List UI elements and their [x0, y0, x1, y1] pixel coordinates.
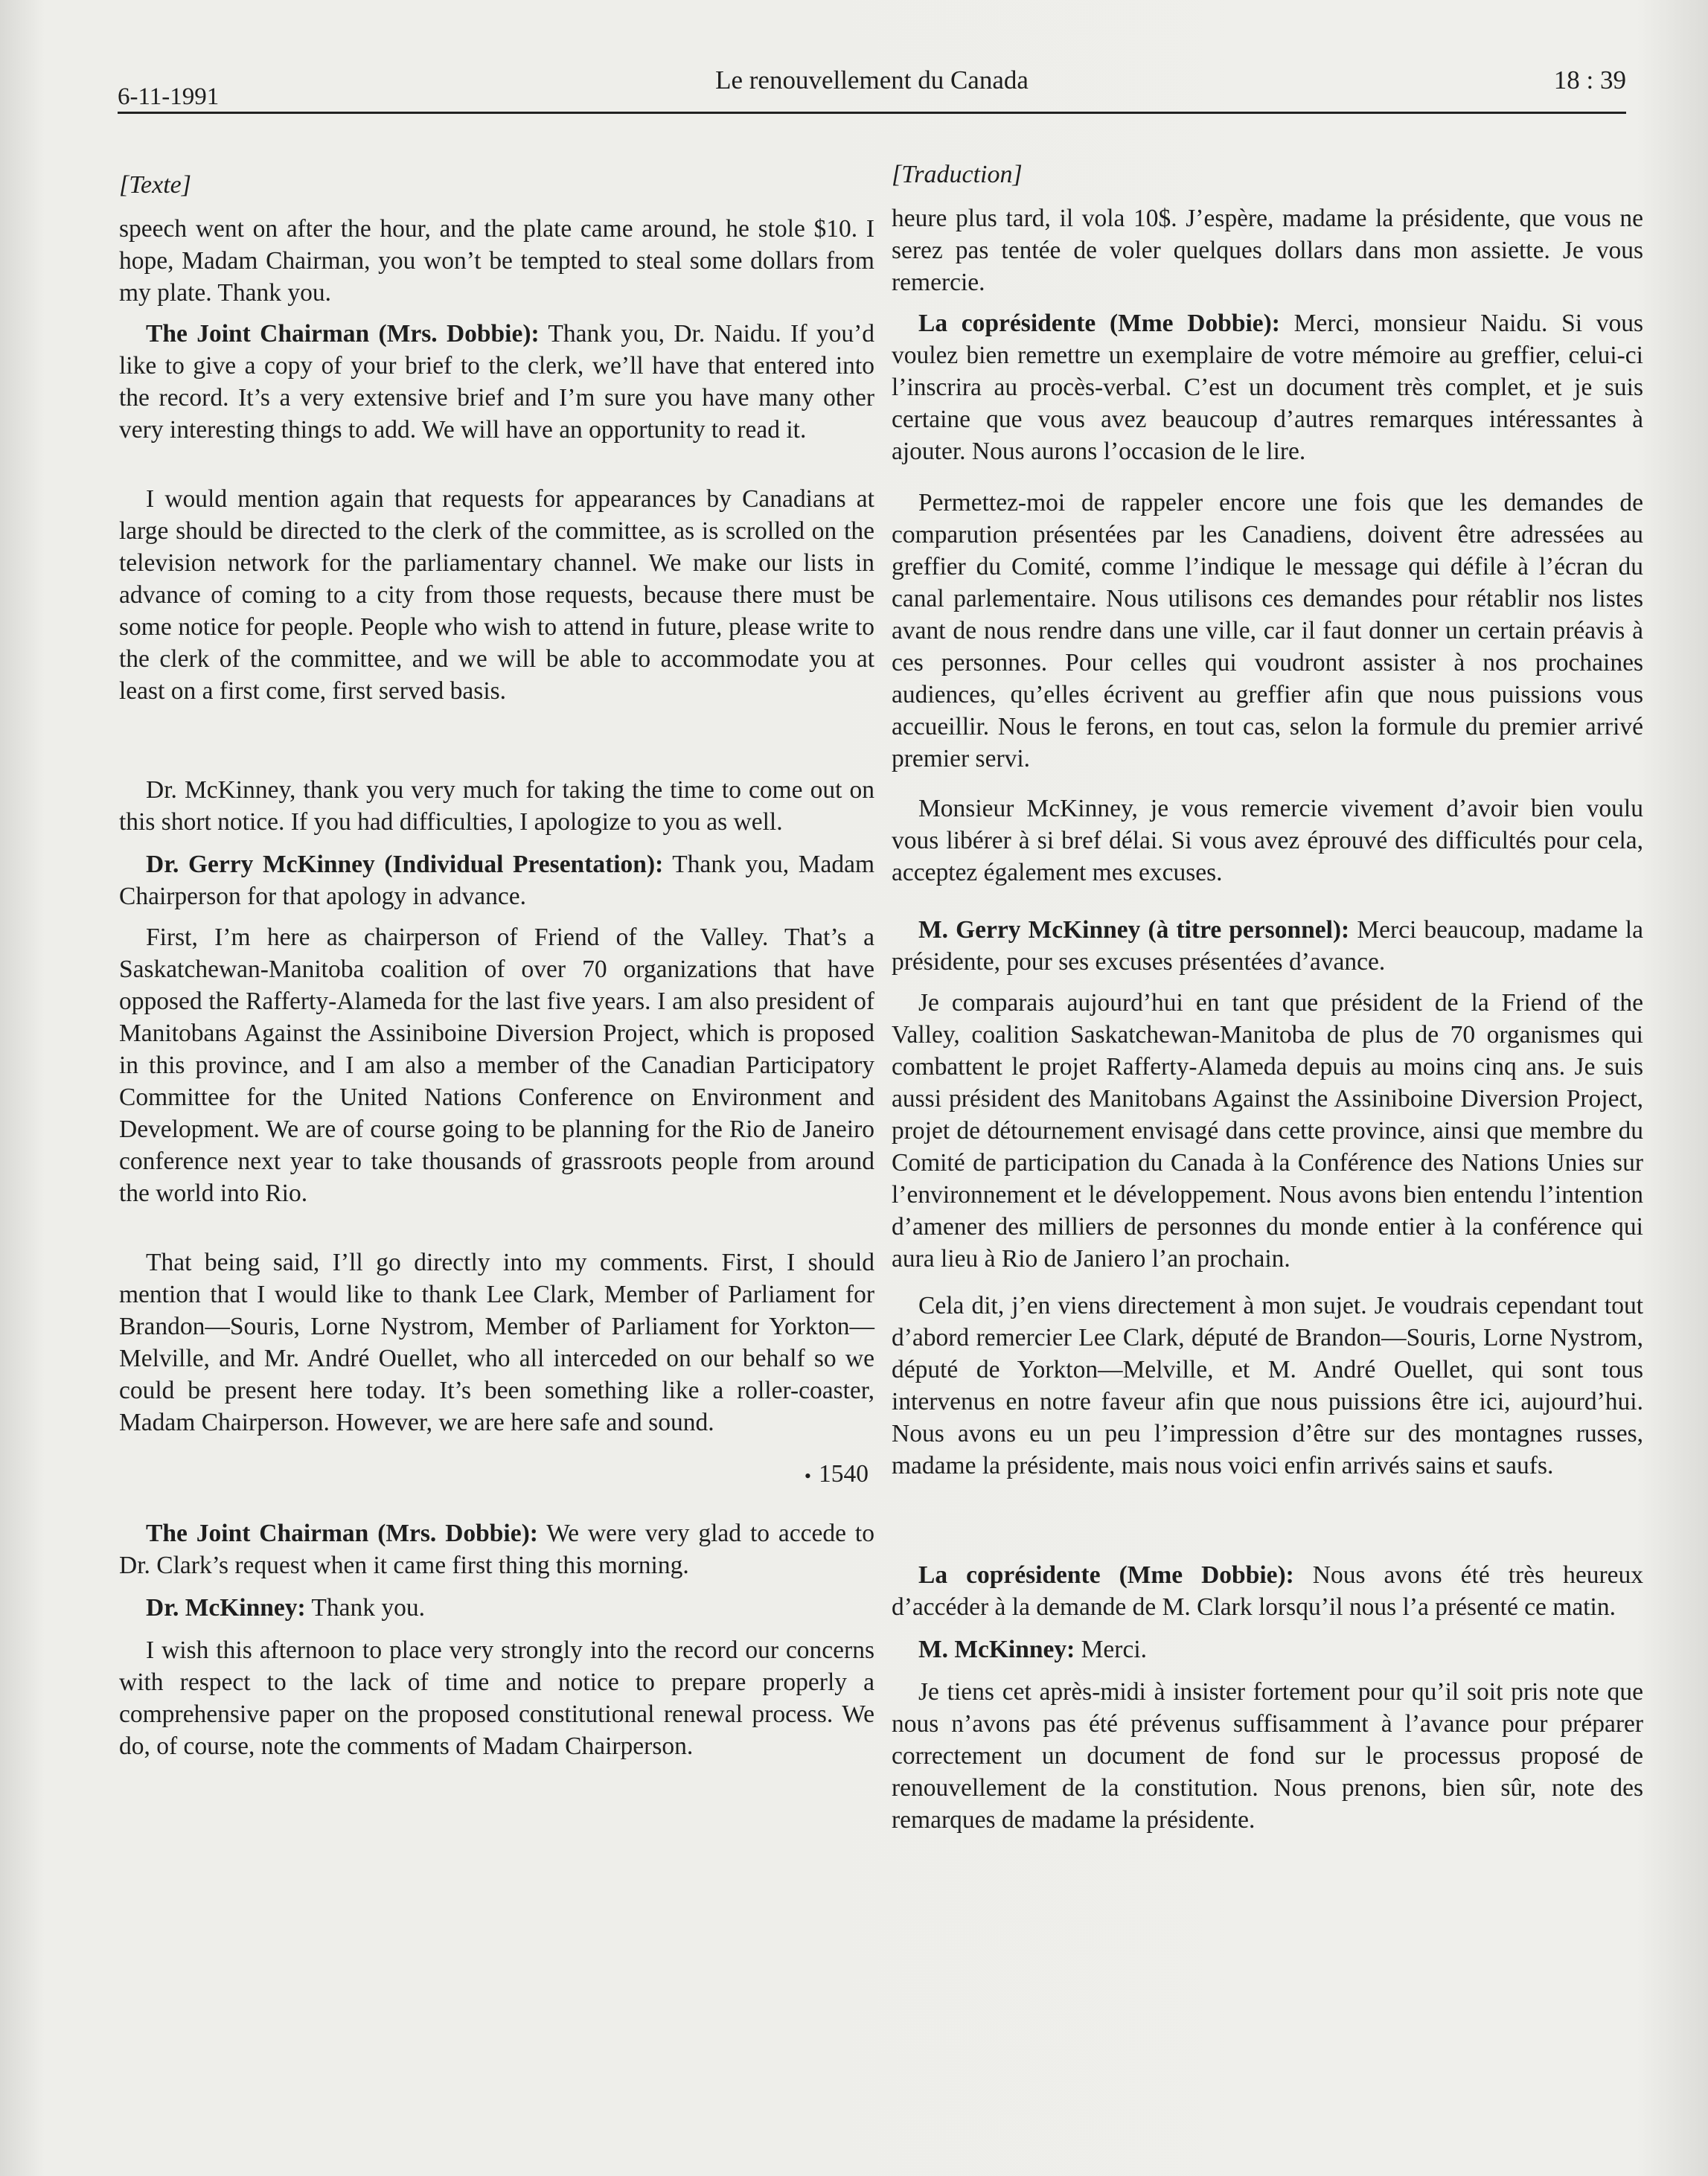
speaker-name: Dr. Gerry McKinney (Individual Presentation):	[146, 851, 664, 878]
speaker-name: Dr. McKinney:	[146, 1593, 306, 1622]
language-tag: [Texte]	[119, 171, 191, 199]
paragraph	[119, 1517, 874, 1581]
paragraph	[892, 1559, 1643, 1623]
speech-text: Merci, monsieur Naidu. Si vous voulez bien remettre un exemplaire de votre mémoire au greffier, celui-ci l’inscrira au procès-verbal. C’est un document très complet, et je suis certaine que vous avez beaucoup d’autres remarques intéressantes à ajouter. Nous aurons l’occasion de le lire.	[892, 310, 1643, 465]
paragraph	[119, 848, 874, 912]
paragraph: Permettez-moi de rappeler encore une fois que les demandes de comparution présentées par les Canadiens, doivent être adressées au greffier du Comité, comme l’indique le message qui défile à l’écran du canal parlementaire. Nous utilisons ces demandes pour rétablir nos listes avant de nous rendre dans une ville, car il faut donner un certain préavis à ces personnes. Pour celles qui voudront assister à nos prochaines audiences, qu’elles écrivent au greffier afin que nous puissions vous accueillir. Nous le ferons, en tout cas, selon la formule du premier arrivé premier servi.	[892, 489, 1643, 772]
paragraph: Dr. McKinney, thank you very much for taking the time to come out on this short notice. If you had difficulties, I apologize to you as well.	[119, 776, 874, 836]
paragraph	[892, 1633, 1643, 1665]
timestamp-value: 1540	[819, 1460, 869, 1488]
right-column	[892, 153, 1643, 1836]
running-header	[118, 65, 1626, 118]
speech-text: We were very glad to accede to Dr. Clark’s request when it came first thing this morning.	[119, 1519, 874, 1579]
speech-text: Nous avons été très heureux d’accéder à la demande de M. Clark lorsqu’il nous l’a présenté ce matin.	[892, 1561, 1643, 1621]
paragraph: Monsieur McKinney, je vous remercie vivement d’avoir bien voulu vous libérer à si bref délai. Si vous avez éprouvé des difficultés pour cela, acceptez également mes excuses.	[892, 795, 1643, 886]
speech-text: Thank you.	[305, 1593, 425, 1622]
paragraph: heure plus tard, il vola 10$. J’espère, madame la présidente, que vous ne serez pas tentée de voler quelques dollars dans mon assiette. Je vous remercie.	[892, 205, 1643, 296]
timestamp-bullet: •	[804, 1465, 811, 1487]
speech-text: Merci beaucoup, madame la présidente, pour ses excuses présentées d’avance.	[892, 916, 1643, 976]
speech-text: Thank you, Dr. Naidu. If you’d like to give a copy of your brief to the clerk, we’ll have that entered into the record. It’s a very extensive brief and I’m sure you have many other very interesting things to add. We will have an opportunity to read it.	[119, 320, 874, 444]
left-column	[119, 153, 874, 1762]
paragraph: Je tiens cet après-midi à insister fortement pour qu’il soit pris note que nous n’avons pas été prévenus suffisamment à l’avance pour préparer correctement un document de fond sur le processus proposé de renouvellement de la constitution. Nous prenons, bien sûr, note des remarques de madame la présidente.	[892, 1678, 1643, 1834]
paragraph: I would mention again that requests for appearances by Canadians at large should be directed to the clerk of the committee, as is scrolled on the television network for the parliamentary channel. We make our lists in advance of coming to a city from those requests, because there must be some notice for people. People who wish to attend in future, please write to the clerk of the committee, and we will be able to accommodate you at least on a first come, first served basis.	[119, 485, 874, 705]
paragraph: speech went on after the hour, and the plate came around, he stole $10. I hope, Madam Chairman, you won’t be tempted to steal some dollars from my plate. Thank you.	[119, 215, 874, 307]
paragraph	[892, 914, 1643, 978]
header-page-number: 18 : 39	[1553, 65, 1626, 95]
paragraph: That being said, I’ll go directly into my comments. First, I should mention that I would like to thank Lee Clark, Member of Parliament for Brandon—Souris, Lorne Nystrom, Member of Parliament for Yorkton—Melville, and Mr. André Ouellet, who all interceded on our behalf so we could be present here today. It’s been something like a roller-coaster, Madam Chairperson. However, we are here safe and sound.	[119, 1249, 874, 1436]
speech-text: Thank you, Madam Chairperson for that apology in advance.	[119, 851, 875, 910]
speaker-name: M. Gerry McKinney (à titre personnel):	[918, 916, 1350, 944]
paragraph: I wish this afternoon to place very strongly into the record our concerns with respect to the lack of time and notice to prepare properly a comprehensive paper on the proposed constitutional renewal process. We do, of course, note the comments of Madam Chairperson.	[119, 1636, 874, 1760]
paragraph	[892, 307, 1643, 467]
speaker-name: The Joint Chairman (Mrs. Dobbie):	[146, 1519, 538, 1547]
paragraph	[119, 318, 874, 446]
speech-text: Merci.	[1075, 1636, 1148, 1663]
header-date: 6-11-1991	[118, 83, 220, 110]
header-title: Le renouvellement du Canada	[715, 65, 1029, 95]
header-rule	[118, 112, 1626, 114]
speaker-name: La coprésidente (Mme Dobbie):	[918, 310, 1280, 337]
timestamp	[119, 1458, 874, 1492]
speaker-name: M. McKinney:	[918, 1636, 1075, 1663]
paragraph: Je comparais aujourd’hui en tant que président de la Friend of the Valley, coalition Saskatchewan-Manitoba de plus de 70 organismes qui combattent le projet Rafferty-Alameda depuis au moins cinq ans. Je suis aussi président des Manitobans Against the Assiniboine Diversion Project, projet de détournement envisagé dans cette province, ainsi que membre du Comité de participation du Canada à la Conférence des Nations Unies sur l’environnement et le développement. Nous avons bien entendu l’intention d’amener des milliers de personnes du monde entier à la conférence qui aura lieu à Rio de Janiero l’an prochain.	[892, 989, 1643, 1273]
paragraph	[119, 1592, 874, 1624]
paragraph: Cela dit, j’en viens directement à mon sujet. Je voudrais cependant tout d’abord remercier Lee Clark, député de Brandon—Souris, Lorne Nystrom, député de Yorkton—Melville, et M. André Ouellet, qui sont tous intervenus en notre faveur afin que nous puissions être ici, aujourd’hui. Nous avons eu un peu l’impression d’être sur des montagnes russes, madame la présidente, mais nous voici enfin arrivés sains et saufs.	[892, 1292, 1643, 1479]
paragraph: First, I’m here as chairperson of Friend of the Valley. That’s a Saskatchewan-Manitoba coalition of over 70 organizations that have opposed the Rafferty-Alameda for the last five years. I am also president of Manitobans Against the Assiniboine Diversion Project, which is proposed in this province, and I am also a member of the Canadian Participatory Committee for the United Nations Conference on Environment and Development. We are of course going to be planning for the Rio de Janeiro conference next year to take thousands of grassroots people from around the world into Rio.	[119, 924, 874, 1207]
speaker-name: La coprésidente (Mme Dobbie):	[918, 1561, 1294, 1589]
speaker-name: The Joint Chairman (Mrs. Dobbie):	[146, 320, 540, 348]
language-tag: [Traduction]	[892, 161, 1023, 188]
